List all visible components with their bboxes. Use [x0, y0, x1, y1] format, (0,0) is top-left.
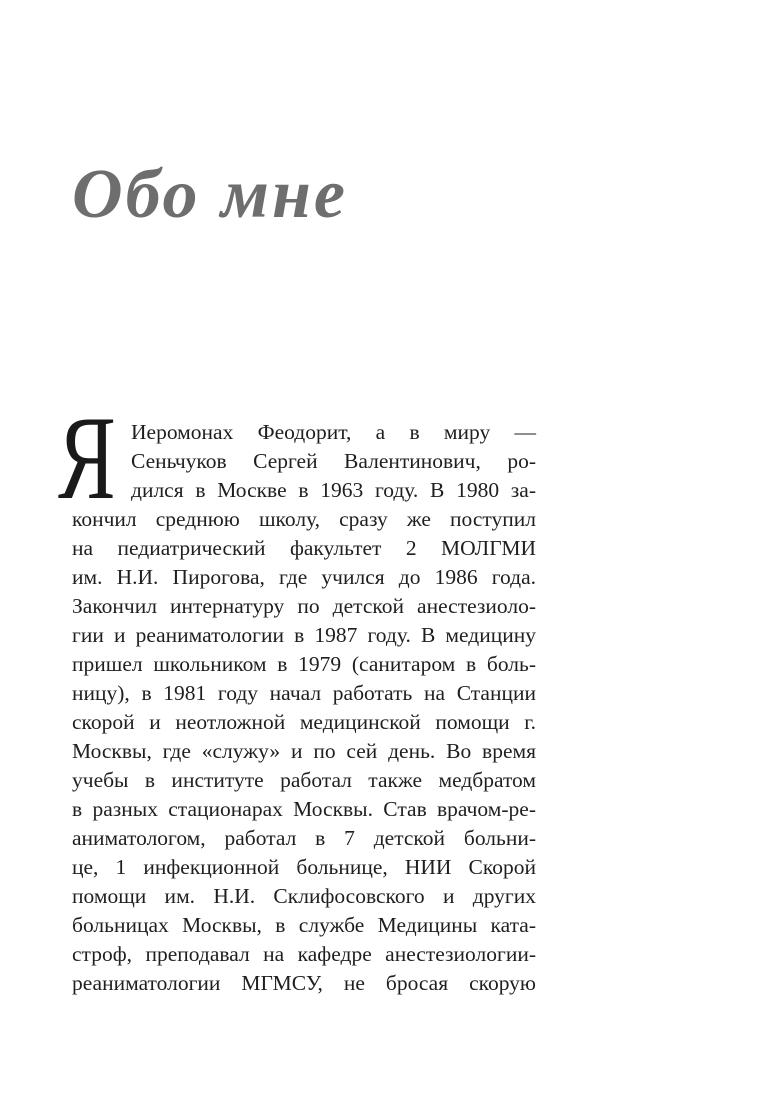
text-line: пришел школьником в 1979 (санитаром в боль- — [72, 652, 536, 676]
text-line: гии и реаниматологии в 1987 году. В медицину — [72, 623, 536, 647]
text-line: им. Н.И. Пирогова, где учился до 1986 года. — [72, 565, 536, 589]
text-line: це, 1 инфекционной больнице, НИИ Скорой — [72, 855, 536, 879]
text-line: аниматологом, работал в 7 детской больни- — [72, 826, 536, 850]
text-line: Москвы, где «служу» и по сей день. Во время — [72, 739, 536, 763]
text-line: дился в Москве в 1963 году. В 1980 за- — [131, 478, 536, 502]
text-line: Иеромонах Феодорит, а в миру — — [131, 420, 536, 444]
text-line: Закончил интернатуру по детской анестезиоло- — [72, 594, 536, 618]
text-line: строф, преподавал на кафедре анестезиологии- — [72, 942, 536, 966]
text-line: учебы в институте работал также медбратом — [72, 768, 536, 792]
text-line: скорой и неотложной медицинской помощи г. — [72, 710, 536, 734]
text-line: реаниматологии МГМСУ, не бросая скорую — [72, 971, 536, 995]
text-line: кончил среднюю школу, сразу же поступил — [72, 507, 536, 531]
text-line: на педиатрический факультет 2 МОЛГМИ — [72, 536, 536, 560]
drop-cap: Я — [58, 391, 116, 524]
text-line: больницах Москвы, в службе Медицины ката- — [72, 913, 536, 937]
page-title: Обо мне — [72, 156, 348, 233]
text-line: помощи им. Н.И. Склифосовского и других — [72, 884, 536, 908]
text-line: Сеньчуков Сергей Валентинович, ро- — [131, 449, 536, 473]
text-line: в разных стационарах Москвы. Став врачом-ре- — [72, 797, 536, 821]
text-line: ницу), в 1981 году начал работать на Станции — [72, 681, 536, 705]
